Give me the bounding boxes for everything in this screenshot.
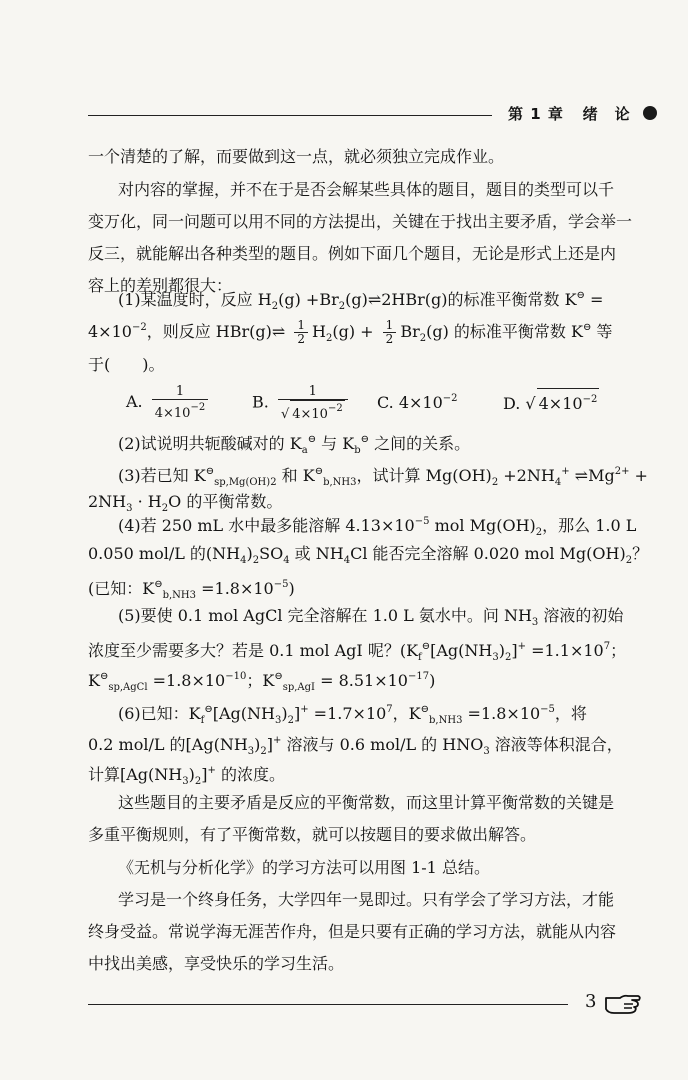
fraction-half: $\frac{1}{2}$	[383, 319, 397, 346]
question-3-line-2: $2NH_3 \cdot H_2O$ 的平衡常数。	[88, 492, 283, 514]
paragraph-line: 反三，就能解出各种类型的题目。例如下面几个题目，无论是形式上还是内	[88, 244, 617, 263]
paragraph-line: 多重平衡规则，有了平衡常数，就可以按题目的要求做出解答。	[88, 825, 537, 844]
question-4-line-3: (已知：$K^⊖_{b,NH3} =1.8\times 10^{-5}$)	[88, 579, 295, 601]
question-1-line-2: $4\times 10^{-2}$，则反应 HBr(g)⇌ $\frac{1}{2}$ $H_2(g)$ + $\frac{1}{2}$ $Br_2(g)$ 的标准平衡常数 K⊖ 等	[88, 318, 613, 346]
question-3-line-1: (3)若已知 $K^⊖_{sp,Mg(OH)2}$ 和 $K^⊖_{b,NH3}$，试计算 $Mg(OH)_2 +2NH_4^+$ $\rightleftharpoons Mg^{2+}$ +	[118, 466, 648, 488]
paragraph-line: 终身受益。常说学海无涯苦作舟，但是只要有正确的学习方法，就能从内容	[88, 922, 617, 941]
question-1-line-1: (1)某温度时，反应 $H_2(g)$ $+Br_2(g)\rightleftharpoons 2HBr(g)$的标准平衡常数 K⊖ =	[118, 290, 604, 312]
chapter-title: 绪 论	[582, 105, 631, 123]
fraction-half: $\frac{1}{2}$	[294, 319, 308, 346]
standard-state-icon: ⊖	[576, 290, 585, 301]
question-6-line-1: (6)已知：$K_f^⊖[Ag(NH_3)_2]^+ =1.7\times 10^7$，$K^⊖_{b,NH3} =1.8\times 10^{-5}$，将	[118, 704, 587, 726]
paragraph-line: 学习是一个终身任务，大学四年一晃即过。只有学会了学习方法，才能	[118, 890, 615, 909]
option-b: B. $\frac{1}{√ 4\times 10^{-2}}$	[252, 384, 352, 422]
paragraph-line: 中找出美感，享受快乐的学习生活。	[88, 954, 345, 973]
question-4-line-1: (4)若 250 mL 水中最多能溶解 $4.13\times 10^{-5}$ mol $Mg(OH)_2$，那么 1.0 L	[118, 516, 637, 538]
question-1-line-3: 于( )。	[88, 355, 165, 374]
page-number: 3	[585, 991, 597, 1012]
chapter-number: 第 1 章	[508, 105, 564, 123]
option-d: D. √ $4\times 10^{-2}$	[503, 388, 599, 415]
paragraph-line: 一个清楚的了解，而要做到这一点，就必须独立完成作业。	[88, 147, 505, 166]
running-header	[508, 103, 657, 124]
standard-state-icon: ⊖	[582, 322, 592, 333]
question-4-line-2: 0.050 mol/L 的$(NH_4)_2SO_4$ 或 $NH_4Cl$ 能否完全溶解 0.020 mol $Mg(OH)_2$？	[88, 544, 649, 566]
question-6-line-2: 0.2 mol/L 的$[Ag(NH_3)_2]^+$ 溶液与 0.6 mol/L 的 $HNO_3$ 溶液等体积混合，	[88, 735, 623, 757]
question-5-line-1: (5)要使 0.1 mol AgCl 完全溶解在 1.0 L 氨水中。问 $NH_3$ 溶液的初始	[118, 606, 624, 628]
option-a-fraction: $\frac{1}{4\times 10^{-2}}$	[152, 384, 208, 421]
option-c: C. $4\times 10^{-2}$	[377, 393, 458, 412]
paragraph-line: 《无机与分析化学》的学习方法可以用图 1-1 总结。	[118, 858, 490, 877]
question-5-line-3: $K^⊖_{sp,AgCl} =1.8\times 10^{-10}$；$K^⊖_{sp,AgI} = 8.51\times 10^{-17}$)	[88, 671, 436, 693]
paragraph-line: 变万化，同一问题可以用不同的方法提出，关键在于找出主要矛盾，学会举一	[88, 212, 633, 231]
question-6-line-3: 计算$[Ag(NH_3)_2]^+$ 的浓度。	[88, 765, 285, 787]
option-a: A. $\frac{1}{4\times 10^{-2}}$	[126, 384, 212, 421]
bullet-dot-icon	[643, 106, 657, 120]
pointing-hand-icon	[604, 992, 642, 1014]
footer-rule	[88, 1004, 568, 1005]
paragraph-line: 这些题目的主要矛盾是反应的平衡常数，而这里计算平衡常数的关键是	[118, 793, 615, 812]
paragraph-line: 对内容的掌握，并不在于是否会解某些具体的题目，题目的类型可以千	[118, 180, 615, 199]
paragraph-line: 容上的差别都很大：	[88, 276, 233, 295]
question-2: (2)试说明共轭酸碱对的 $K_a^⊖$ 与 $K_b^⊖$ 之间的关系。	[118, 434, 471, 456]
question-5-line-2: 浓度至少需要多大？若是 0.1 mol AgI 呢？($K_f^⊖[Ag(NH_3)_2]^+ =1.1\times 10^7$；	[88, 641, 627, 663]
header-rule	[88, 115, 492, 116]
option-b-fraction: $\frac{1}{√ 4\times 10^{-2}}$	[278, 384, 348, 422]
